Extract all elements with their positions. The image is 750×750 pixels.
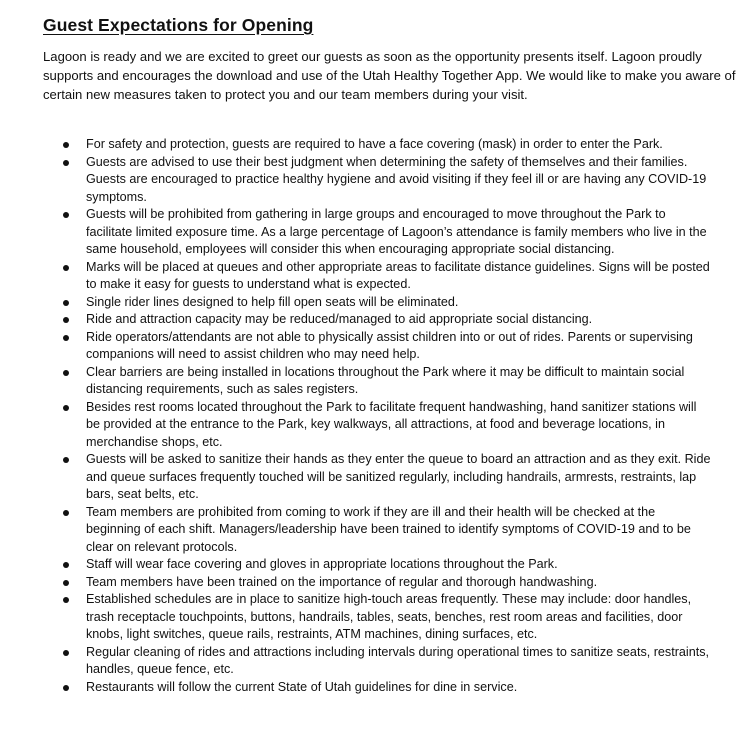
bullet-text-line: Team members have been trained on the importance of regular and thorough handwashing. <box>86 574 598 589</box>
bullet-dot-icon <box>63 597 69 603</box>
intro-line: certain new measures taken to protect you and our team members during your visit. <box>43 87 528 102</box>
bullet-dot-icon <box>63 580 69 586</box>
bullet-dot-icon <box>63 335 69 341</box>
bullet-item <box>62 451 742 504</box>
bullet-text-line: beginning of each shift. Managers/leadership have been trained to identify symptoms of COVID-19 and to be <box>86 522 691 536</box>
intro-line: supports and encourages the download and use of the Utah Healthy Together App. We would like to make you aware of <box>43 68 736 83</box>
bullet-text-line: clear on relevant protocols. <box>86 539 238 554</box>
bullet-item <box>62 591 742 644</box>
bullet-dot-icon <box>63 370 69 376</box>
bullet-text-line: to make it easy for guests to understand what is expected. <box>86 277 411 291</box>
bullet-item <box>62 556 742 574</box>
bullet-text-line: handles, queue fence, etc. <box>86 662 234 676</box>
bullet-text-line: be provided at the entrance to the Park, key walkways, all attractions, at food and beverage locations, in <box>86 417 665 431</box>
bullet-text-line: Established schedules are in place to sanitize high-touch areas frequently. These may include: door handles, <box>86 592 692 606</box>
intro-line: Lagoon is ready and we are excited to greet our guests as soon as the opportunity presents itself. Lagoon proudly <box>43 49 702 64</box>
bullet-text-line: Ride operators/attendants are not able to physically assist children into or out of rides. Parents or supervising <box>86 329 693 344</box>
bullet-dot-icon <box>63 510 69 516</box>
bullet-item <box>62 399 742 452</box>
bullet-item <box>62 329 742 364</box>
bullet-dot-icon <box>63 685 69 691</box>
bullet-item <box>62 294 742 312</box>
bullet-text-line: Marks will be placed at queues and other appropriate areas to facilitate distance guidelines. Signs will be posted <box>86 259 710 274</box>
bullet-text-line: knobs, light switches, queue rails, restraints, ATM machines, dining surfaces, etc. <box>86 627 538 641</box>
bullet-item <box>62 154 742 207</box>
bullet-item <box>62 364 742 399</box>
bullet-text-line: companions will need to assist children who may need help. <box>86 347 420 361</box>
bullet-text-line: Guests are advised to use their best judgment when determining the safety of themselves and their families. <box>86 154 688 169</box>
expectations-bullet-list <box>62 136 742 696</box>
bullet-text-line: same household, employees will consider this when encouraging appropriate social distancing. <box>86 242 615 256</box>
bullet-text-line: Besides rest rooms located throughout the Park to facilitate frequent handwashing, hand sanitizer stations will <box>86 399 697 414</box>
bullet-item <box>62 574 742 592</box>
bullet-dot-icon <box>63 142 69 148</box>
bullet-text-line: and queue surfaces frequently touched will be sanitized regularly, including handrails, armrests, restraints, lap <box>86 469 697 484</box>
bullet-dot-icon <box>63 212 69 218</box>
bullet-text-line: Clear barriers are being installed in locations throughout the Park where it may be difficult to maintain social <box>86 364 685 379</box>
bullet-text-line: facilitate limited exposure time. As a large percentage of Lagoon’s attendance is family members who live in the <box>86 224 707 239</box>
bullet-dot-icon <box>63 317 69 323</box>
bullet-text-line: trash receptacle touchpoints, buttons, handrails, tables, seats, benches, rest room areas and facilities, door <box>86 609 683 624</box>
bullet-text-line: Ride and attraction capacity may be reduced/managed to aid appropriate social distancing. <box>86 312 593 326</box>
bullet-text-line: Restaurants will follow the current State of Utah guidelines for dine in service. <box>86 679 518 694</box>
bullet-text-line: distancing requirements, such as sales registers. <box>86 382 359 396</box>
bullet-text-line: merchandise shops, etc. <box>86 434 223 449</box>
bullet-item <box>62 206 742 259</box>
intro-paragraph <box>43 47 743 104</box>
bullet-dot-icon <box>63 562 69 568</box>
bullet-dot-icon <box>63 650 69 656</box>
bullet-text-line: Staff will wear face covering and gloves in appropriate locations throughout the Park. <box>86 557 558 571</box>
bullet-text-line: Single rider lines designed to help fill open seats will be eliminated. <box>86 294 459 309</box>
bullet-item <box>62 679 742 697</box>
bullet-text-line: bars, seat belts, etc. <box>86 487 199 501</box>
bullet-dot-icon <box>63 265 69 271</box>
bullet-text-line: Guests will be prohibited from gathering in large groups and encouraged to move throughout the Park to <box>86 207 666 221</box>
document-title: Guest Expectations for Opening <box>43 15 314 35</box>
bullet-item <box>62 644 742 679</box>
bullet-dot-icon <box>63 160 69 166</box>
bullet-item <box>62 259 742 294</box>
bullet-item <box>62 504 742 557</box>
bullet-text-line: Guests will be asked to sanitize their hands as they enter the queue to board an attraction and as they exit. Ride <box>86 452 711 466</box>
bullet-dot-icon <box>63 300 69 306</box>
bullet-text-line: For safety and protection, guests are required to have a face covering (mask) in order to enter the Park. <box>86 137 663 151</box>
bullet-text-line: Guests are encouraged to practice healthy hygiene and avoid visiting if they feel ill or are having any COVID-19 <box>86 172 707 186</box>
bullet-text-line: Team members are prohibited from coming to work if they are ill and their health will be checked at the <box>86 504 656 519</box>
bullet-item <box>62 311 742 329</box>
bullet-dot-icon <box>63 457 69 463</box>
bullet-text-line: Regular cleaning of rides and attractions including intervals during operational times to sanitize seats, restraints, <box>86 644 710 659</box>
bullet-text-line: symptoms. <box>86 189 147 204</box>
bullet-dot-icon <box>63 405 69 411</box>
bullet-item <box>62 136 742 154</box>
